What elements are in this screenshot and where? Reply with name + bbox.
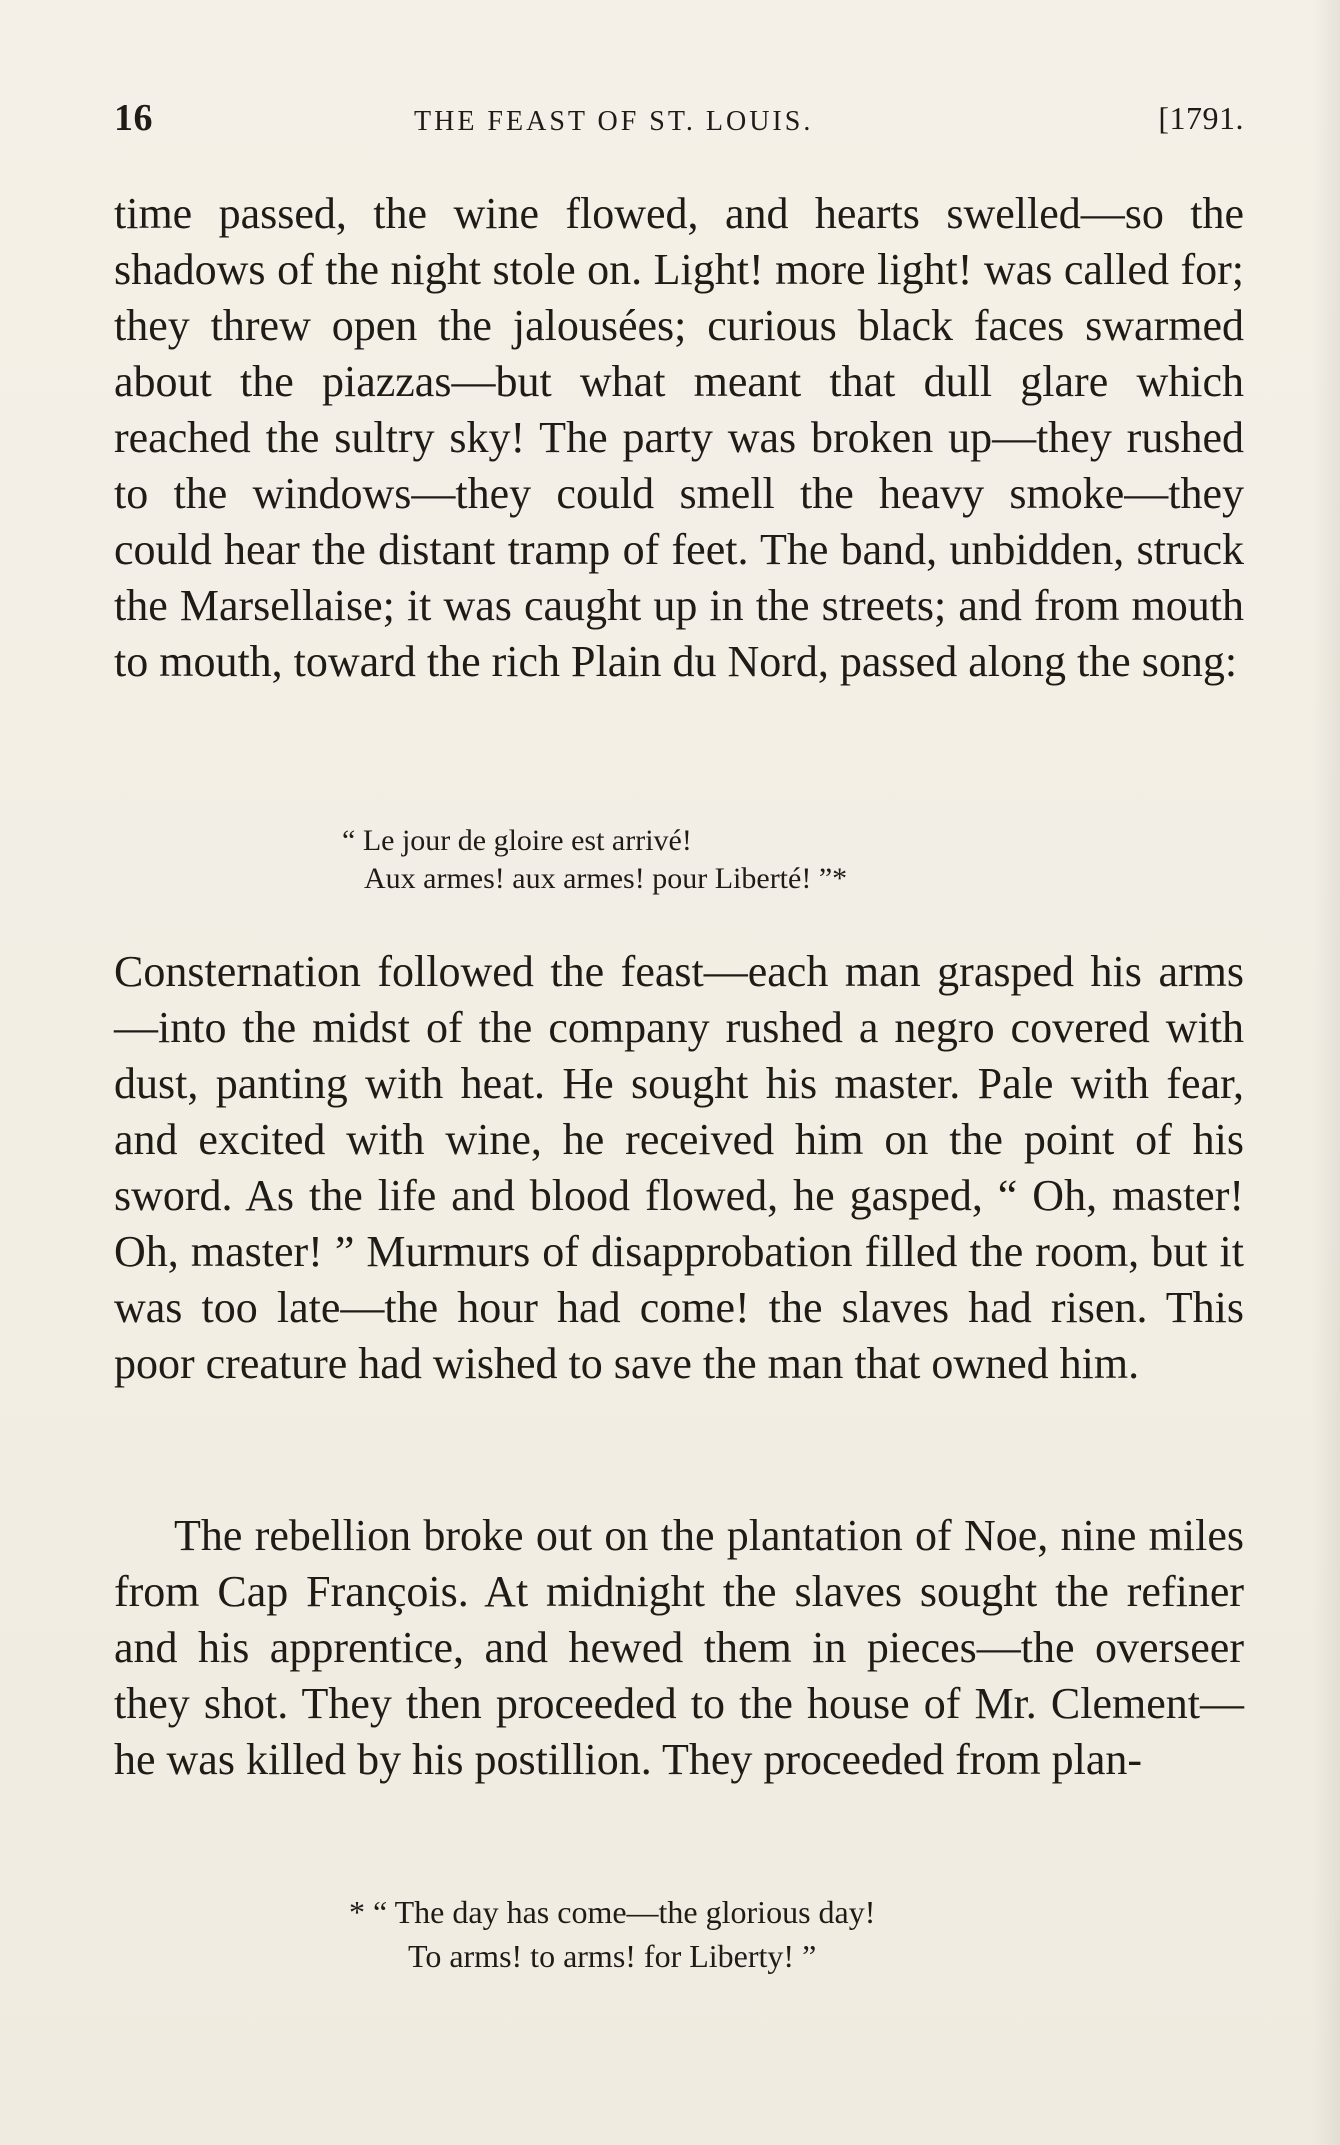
- footnote: [114, 1890, 1244, 1978]
- footnote-line-2: To arms! to arms! for Liberty! ”: [408, 1938, 817, 1974]
- page-number: 16: [114, 97, 153, 139]
- quoted-song-line-1: “ Le jour de gloire est arrivé!: [342, 824, 692, 857]
- footnote-line-1: * “ The day has come—the glorious day!: [349, 1894, 876, 1930]
- paragraph-2: Consternation followed the feast—each man grasped his arms—into the midst of the company rushed a negro covered with dust, panting with heat. He sought his master. Pale with fear, and excited with wine, he received him on the point of his sword. As the life and blood flowed, he gasped, “ Oh, master! Oh, master! ” Murmurs of disapprobation filled the room, but it was too late—the hour had come! the slaves had risen. This poor creature had wished to save the man that owned him.: [114, 947, 1244, 1388]
- paragraph-3: The rebellion broke out on the plantation of Noe, nine miles from Cap François. At midnight the slaves sought the refiner and his apprentice, and hewed them in pieces—the overseer they shot. They then proceeded to the house of Mr. Clement—he was killed by his postillion. They proceeded from plan-: [114, 1511, 1244, 1784]
- paragraph-1: time passed, the wine flowed, and hearts swelled—so the shadows of the night stole on. Light! more light! was called for; they threw open the jalousées; curious black faces swarmed about the piazzas—but what meant that dull glare which reached the sultry sky! The party was broken up—they rushed to the windows—they could smell the heavy smoke—they could hear the distant tramp of feet. The band, unbidden, struck the Marsellaise; it was caught up in the streets; and from mouth to mouth, toward the rich Plain du Nord, passed along the song:: [114, 189, 1244, 686]
- year-marker: [1791.: [1158, 100, 1244, 136]
- quoted-song: [114, 822, 1244, 898]
- page-edge-shadow: [1312, 0, 1340, 2145]
- page-header: [114, 96, 1244, 156]
- running-title: THE FEAST OF ST. LOUIS.: [414, 106, 814, 137]
- quoted-song-line-2: Aux armes! aux armes! pour Liberté! ”*: [364, 862, 848, 895]
